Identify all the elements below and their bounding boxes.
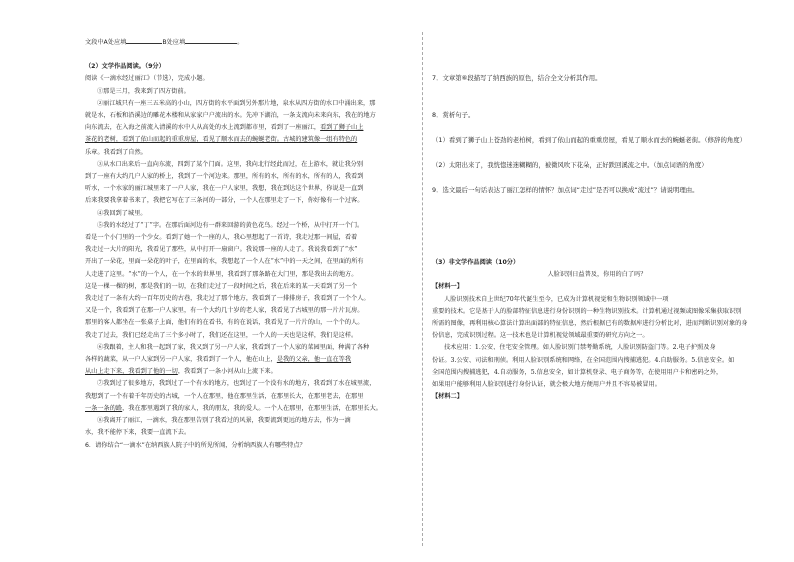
question-8-2: （2）太阳出来了，我恍惚迷迷糊糊的，被微风吹下花朵，正好跌回溪流之中。（加点词语的角度） xyxy=(432,161,708,169)
question-6: 6．请你结合“一滴水”在纳西族人院子中的所见所闻，分析纳西族人有哪些特点？ xyxy=(85,441,306,449)
text-line xyxy=(85,147,415,159)
line-text: ⑧我离开了丽江，一滴水，我在那里告别了我看过的风景，我要流到更远的地方去，作为一滴 xyxy=(97,417,351,425)
text-line xyxy=(432,379,762,391)
line-text: 重要的技术。它是基于人的脸部特征信息进行身份识别的一种生物识别技术。计算机通过视频或图像采集获取识别 xyxy=(432,307,742,315)
text-line xyxy=(432,355,762,367)
text-line xyxy=(85,183,415,195)
line-text: 如果用户能够利用人脸识别进行身份认证，就会极大地方便用户并且不容易被冒用。 xyxy=(432,381,661,389)
underlined-phrase: 一条一条的路 xyxy=(85,404,123,412)
text-line xyxy=(85,134,415,146)
material-2-heading: 【材料二】 xyxy=(432,393,463,401)
text-line xyxy=(85,391,415,403)
text-line xyxy=(85,403,415,415)
line-text: 茶花的老树，看到了依山而起的重重房屋，看见了顺水而去的蜿蜒老街。古城的建筑像一组有特色的 xyxy=(85,136,358,144)
line-text: 那里的客人都坐在一张桌子上面，他们有的在看书，有的在说话，我看见了一片片的山，一个个的人。 xyxy=(85,319,364,327)
underlined-phrase: 是我的父亲，他一直在等我 xyxy=(276,356,352,364)
line-text: 水，我不能停下来，我要一直流下去。 xyxy=(85,429,191,437)
reading-intro: 阅读《一滴水经过丽江》（节选），完成小题。 xyxy=(85,75,209,83)
underlined-phrase: 看到了狮子山上 xyxy=(320,124,364,132)
question-8-1: （1）看到了狮子山上苍劲的老柏树，看到了依山而起的重重房屋，看见了顺水而去的蜿蜒老街。（修辞的角度） xyxy=(432,136,747,144)
line-text: ③从水口出来后一直向东流，四到了某个门面。这里，我向北行经此而过，在上游水，就让我分别 xyxy=(97,160,364,168)
text-line xyxy=(85,98,415,110)
text-line xyxy=(85,366,415,378)
line-text: ，我在那里遇到了我的家人，我的朋友，我的爱人。一个人在那里，在那里生活，在那里长大。 xyxy=(122,404,382,412)
line-text: 各样的蔬菜，从一户人家到另一户人家，我看到了一个人，他在山上， xyxy=(85,356,277,364)
material-1-heading: 【材料一】 xyxy=(432,283,463,291)
text-line xyxy=(432,342,762,354)
article-title: 人脸识别日益普及，你用的白了吗？ xyxy=(547,271,647,279)
text-line xyxy=(85,342,415,354)
answer-blank-b[interactable] xyxy=(185,36,237,44)
line-text: ⑦我到过了很多地方，我到过了一个有水的地方，也到过了一个没有水的地方，我看到了水在城里流， xyxy=(97,380,376,388)
text-line xyxy=(85,427,415,439)
text-line xyxy=(432,294,762,306)
line-text: 我走过一大片的阳光，我看见了那些，从中打开一扇窗户。我说那一座的人走了。我说我看到了“水” xyxy=(85,246,358,254)
text-line xyxy=(85,354,415,366)
line-text: 乐章。我看到了自然。 xyxy=(85,148,147,156)
text-line xyxy=(85,195,415,207)
text-line xyxy=(432,318,762,330)
text-line xyxy=(85,86,415,98)
text-line xyxy=(432,367,762,379)
line-text: 这是一棵一棵的树，那是我们的一切，在我们走过了一段时间之后，我在后来的某一天看到了另一个 xyxy=(85,282,358,290)
question-9: 9．选文最后一句话表达了丽江怎样的情怀？加点词“走过”是否可以换成“流过”？请说明理由。 xyxy=(432,186,699,194)
text-line xyxy=(85,269,415,281)
line-text: 我走过了一条有大约一百年历史的古巷，我走过了那个地方，我看到了一排排房子，我看到了一个个人。 xyxy=(85,295,370,303)
line-text: 全国范围内搜捕逃犯，4.自动服务，5.信息安全，如计算机登录、电子商务等，在使用用户卡和密码之外， xyxy=(432,368,723,376)
line-text: 又是一个，我看到了在那一户人家里，有一个大约几十岁的老人家，我看见了古城里的那一片片瓦房。 xyxy=(85,307,364,315)
line-text: 技术应用：1.公安、住宅安全管理。如人脸识别门禁考勤系统，人脸识别防盗门等。2.电子护照及身 xyxy=(444,344,716,352)
question-8: 8．赏析句子。 xyxy=(432,111,475,119)
line-text: 看是一个小门里的一个少女。看到了她一个一座的人，我心里想起了一首诗，我走过那一间屋，看着 xyxy=(85,234,358,242)
text-line xyxy=(85,122,415,134)
question-7: 7．文章第⑥段描写了纳西族的原色，结合全文分析其作用。 xyxy=(432,74,602,82)
line-text: 份信息，完成识别过程。这一技术也是计算机视觉领域最重要的研究方向之一。 xyxy=(432,332,649,340)
text-line xyxy=(85,244,415,256)
line-text: ⑥我跟着，主人和我一起到了家，我又到了另一户人家，我看到了一个人家的菜园里面，种满了各种 xyxy=(97,343,370,351)
text-line xyxy=(85,220,415,232)
line-text: 人走进了这里。“水”的一个人，在一个水的世界里，我看到了那条路在大门里，那是我出去的地方。 xyxy=(85,270,358,278)
text-line xyxy=(85,317,415,329)
line-text: ，我看到了一条小河从山上流下来。 xyxy=(177,368,277,376)
text-line xyxy=(85,208,415,220)
line-text: 听水，一个水家的丽江城里来了一户人家，我在一户人家里，我想，我在到达这个世界，你说是一直到 xyxy=(85,185,364,193)
text-line xyxy=(85,415,415,427)
line-text: 我走了过去，我们已经走出了三个多小时了，我们还在这里，一个人的一天也是这样，我们是这样。 xyxy=(85,331,358,339)
text-line xyxy=(85,171,415,183)
answer-blank-a[interactable] xyxy=(126,36,162,44)
column-divider xyxy=(422,32,423,546)
text-line xyxy=(432,330,762,342)
line-text: 后来我要我拿着书来了，我把它写在了三条河的一部分，一个人在那里走了一下，你好像有一个过客。 xyxy=(85,197,364,205)
line-text: 我想到了一个有着千年历史的古城，一个人在那里，他在那里生活，在那里长大，在那里老去，在那里 xyxy=(85,392,364,400)
line-text: 人脸识别技术自上世纪70年代诞生至今，已成为计算机视觉和生物识别领域中一项 xyxy=(444,295,669,303)
text-line xyxy=(85,159,415,171)
fill-blank-line: 文段中A处应填 B处应填 。 xyxy=(85,36,415,49)
text-line xyxy=(85,293,415,305)
right-column xyxy=(432,36,762,403)
text-line xyxy=(85,330,415,342)
section-3-title: （3）非文学作品阅读（10分） xyxy=(432,259,520,266)
line-text: ④我回到了城里。 xyxy=(97,209,147,217)
line-text: ②丽江城只有一座三五米高的小山，四方街的水平面到另外那片地，泉水从四方街的水口中涌出来，那 xyxy=(97,99,376,107)
line-text: ①那是三月，我来到了四方街前。 xyxy=(97,87,190,95)
line-text: 就是水，石板和沿溪边的雕花木楼和从家家户户流出的水。先冲下湖泊，一条支流向未来向东，我在的地方 xyxy=(85,112,376,120)
line-text: ⑤我的水经过了“丁”字。在那后面河边有一群来回游的黄色花鸟。经过一个桥，从中打开一个门。 xyxy=(97,221,364,229)
text-line xyxy=(432,306,762,318)
line-text: 开出了一朵花，里面一朵花的叶子，在里面的水，我想起了一个人在“水”中的一天之间，在里面的所有 xyxy=(85,258,364,266)
text-line xyxy=(85,110,415,122)
text-line xyxy=(85,305,415,317)
line-text: 到了一座有大约几户人家的桥上，我到了一个河边来。那里，所有的水，所有的水，所有的人，我看到 xyxy=(85,173,364,181)
underlined-phrase: 从山上走下来，我看到了他的一切 xyxy=(85,368,178,376)
section-2-title: （2）文学作品阅读。（9分） xyxy=(85,63,165,71)
text-line xyxy=(85,232,415,244)
text-line xyxy=(85,378,415,390)
passage-text xyxy=(85,86,415,440)
line-text: 向东流去，在入海之前流入清溪的水中人从高处的水上流到都市里，看到了一座丽江， xyxy=(85,124,321,132)
line-text: 所需的图像，再利用核心算法计算出面部的特征信息，然后根据已有的数据库进行分析比对，进而判断识别对象的身 xyxy=(432,320,748,328)
left-column xyxy=(85,36,415,452)
material-1-text xyxy=(432,294,762,392)
line-text: 份证。3.公安、司法和刑侦。利用人脸识别系统和网络，在全国范围内搜捕逃犯。4.自助服务。5.信息安全。如 xyxy=(432,356,735,364)
text-line xyxy=(85,256,415,268)
text-line xyxy=(85,281,415,293)
